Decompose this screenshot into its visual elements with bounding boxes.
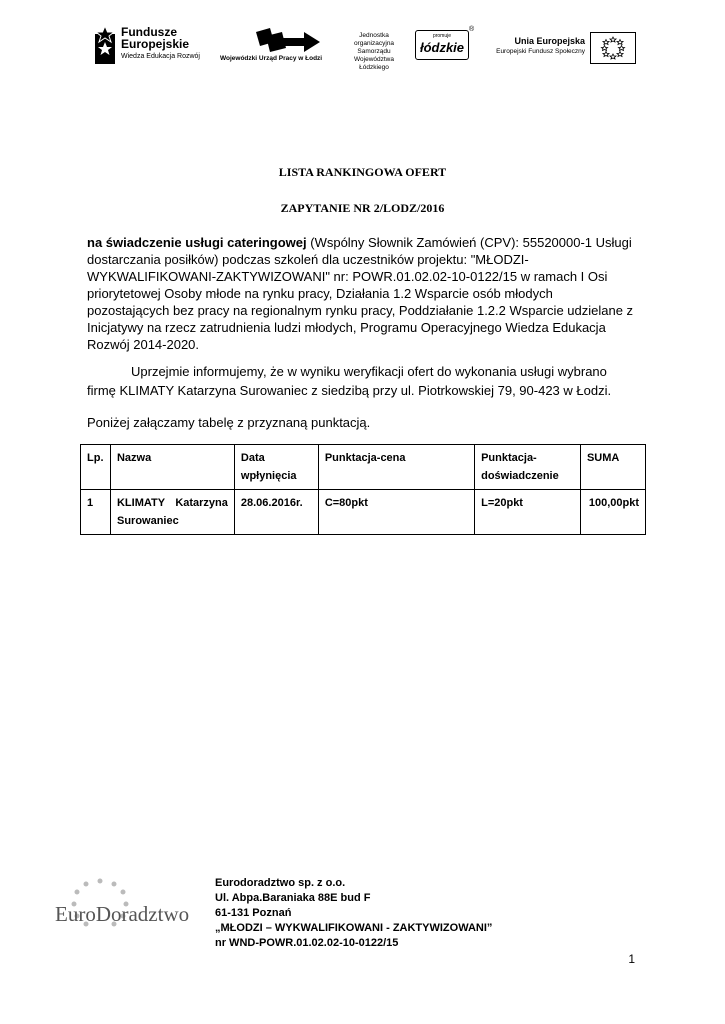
eurodoradztwo-logo-text: EuroDoradztwo (55, 902, 190, 926)
table-row (81, 490, 646, 535)
wup-arrow-icon (248, 28, 320, 54)
cell-lp: 1 (81, 490, 111, 535)
lodzkie-unit-text: Jednostka organizacyjna Samorządu Województwa Łódzkiego (353, 32, 395, 71)
page-number: 1 (628, 952, 635, 966)
eu-flag-icon (590, 32, 636, 64)
registered-mark: ® (469, 26, 475, 33)
intro-text: (Wspólny Słownik Zamówień (CPV): 55520000-1 Usługi dostarczania posiłków) podczas szkoleń dla uczestników projektu: "MŁODZI-WYKWALIFIKOWANI-ZAKTYWIZOWANI" nr: POWR.01.02.02-10-0122/15 w ramach I Osi priorytetowej Osoby młode na rynku pracy, Działania 1.2 Wsparcie osób młodych pozostających bez pracy na regionalnym rynku pracy, Poddziałanie 1.2.2 Wsparcie udzielane z Inicjatywy na rzecz zatrudnienia ludzi młodych, Programu Operacyjnego Wiedza Edukacja Rozwój 2014-2020. (87, 235, 634, 352)
header-cell-price-score: Punktacja-cena (318, 445, 474, 490)
cell-name-second-line: Surowaniec (116, 515, 179, 527)
eurodoradztwo-logo (55, 878, 195, 940)
cell-name-first-line: KLIMATY Katarzyna (116, 497, 228, 509)
lodzkie-brand-box: promuje łódzkie (415, 30, 469, 60)
table-intro: Poniżej załączamy tabelę z przyznaną punktacją. (87, 415, 371, 430)
header-cell-experience-score: Punktacja-doświadczenie (475, 445, 581, 490)
intro-bold-text: na świadczenie usługi cateringowej (87, 235, 307, 250)
table-header-row (81, 445, 646, 490)
ue-subtitle: Europejski Fundusz Społeczny (496, 48, 585, 55)
intro-paragraph (87, 234, 637, 353)
fundusze-europejskie-logo (95, 22, 215, 72)
footer-city: 61-131 Poznań (215, 907, 292, 919)
header-cell-lp: Lp. (81, 445, 111, 490)
fundusze-subtitle: Wiedza Edukacja Rozwój (121, 53, 200, 60)
wup-logo (220, 22, 330, 72)
header-cell-date: Data wpłynięcia (234, 445, 318, 490)
fundusze-name: Fundusze Europejskie (121, 25, 190, 51)
lodzkie-logo (343, 22, 478, 72)
footer-street: Ul. Abpa.Baraniaka 88E bud F (215, 892, 371, 904)
wup-name: Wojewódzki Urząd Pracy w Łodzi (220, 55, 323, 62)
unia-europejska-logo (496, 22, 635, 72)
ue-title: Unia Europejska (514, 36, 585, 46)
footer-project-number: nr WND-POWR.01.02.02-10-0122/15 (215, 937, 399, 949)
cell-name (110, 490, 234, 535)
header-logos (0, 22, 725, 72)
fundusze-star-icon (95, 26, 117, 64)
cell-date: 28.06.2016r. (234, 490, 318, 535)
footer-company: Eurodoradztwo sp. z o.o. (215, 877, 346, 889)
cell-price: C=80pkt (318, 490, 474, 535)
document-title: LISTA RANKINGOWA OFERT (278, 165, 447, 179)
cell-experience: L=20pkt (475, 490, 581, 535)
footer-address (215, 876, 492, 951)
cell-sum: 100,00pkt (580, 490, 645, 535)
document-subtitle: ZAPYTANIE NR 2/LODZ/2016 (280, 201, 445, 215)
info-paragraph: Uprzejmie informujemy, że w wyniku weryfikacji ofert do wykonania usługi wybrano firmę KLIMATY Katarzyna Surowaniec z siedzibą przy ul. Piotrkowskiej 79, 90-423 w Łodzi. (87, 364, 612, 398)
header-cell-name: Nazwa (110, 445, 234, 490)
footer-project: „MŁODZI – WYKWALIFIKOWANI - ZAKTYWIZOWANI” (215, 922, 493, 934)
ranking-table (80, 444, 646, 535)
header-cell-sum: SUMA (580, 445, 645, 490)
